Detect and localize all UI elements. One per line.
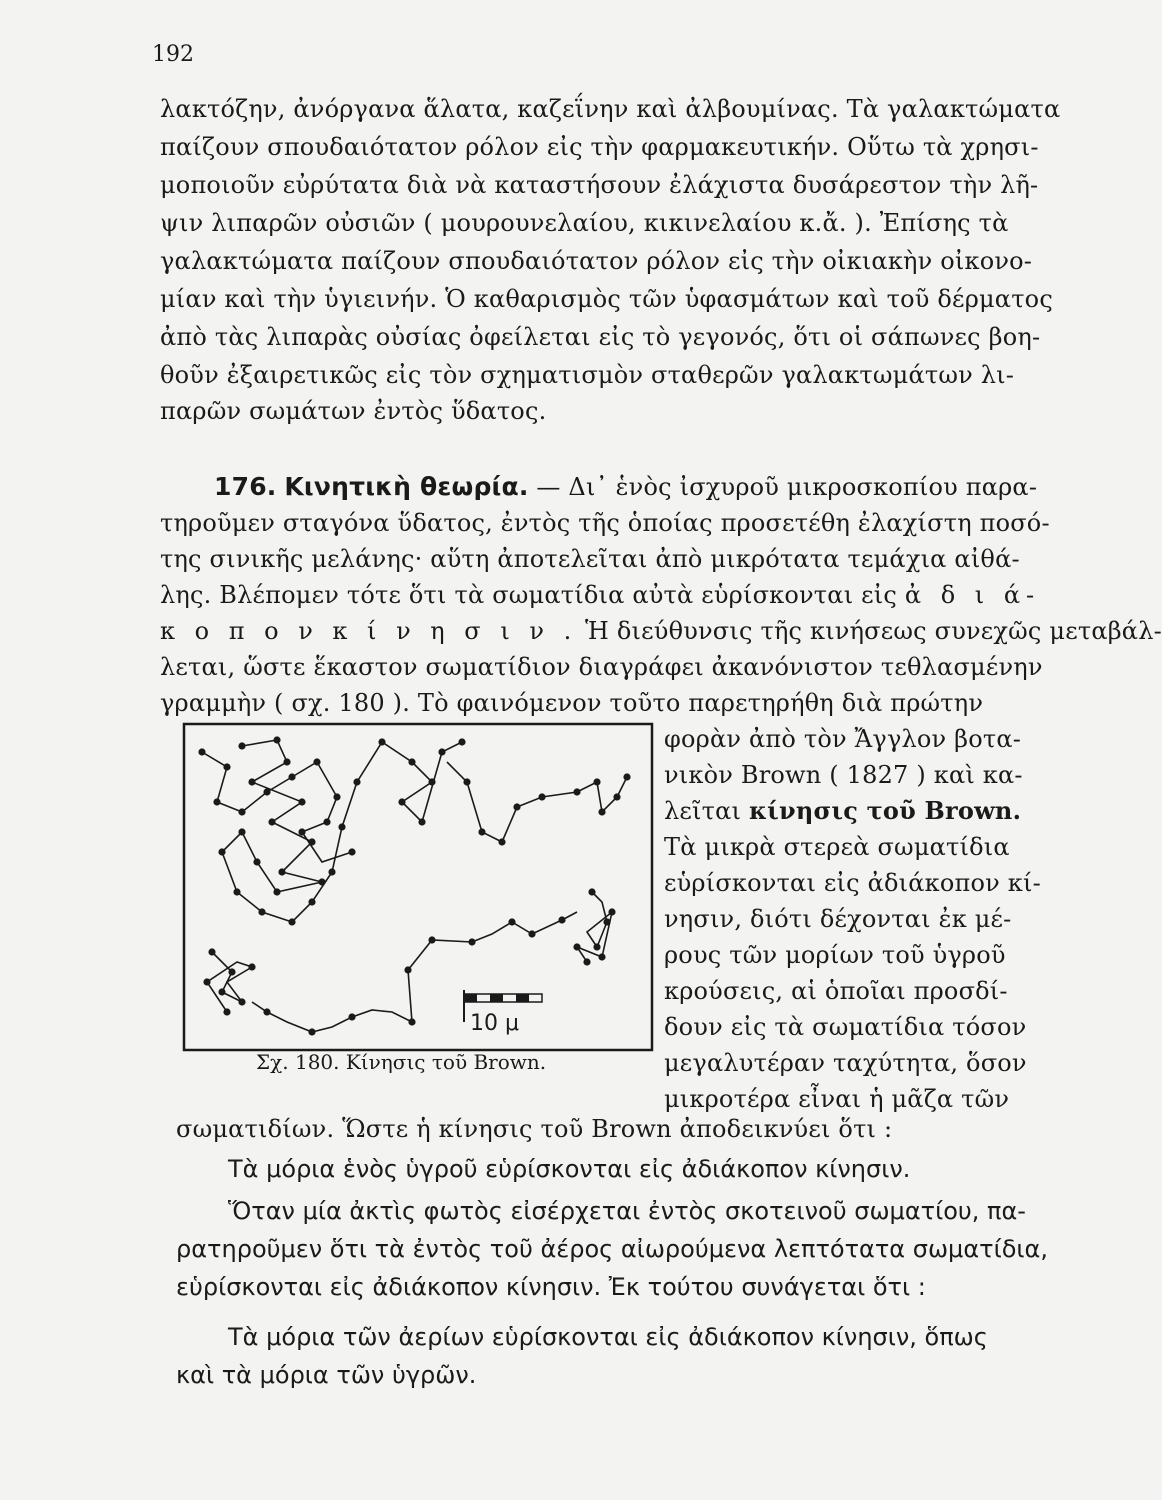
particle-point bbox=[258, 908, 265, 915]
text-line: ἀπὸ τὰς λιπαρὰς οὐσίας ὀφείλεται εἰς τὸ γεγονός, ὅτι οἱ σάπωνες βοη- bbox=[160, 323, 1041, 351]
text-line: νησιν, διότι δέχονται ἐκ μέ- bbox=[664, 905, 1012, 933]
particle-point bbox=[583, 958, 590, 965]
particle-point bbox=[298, 828, 305, 835]
particle-point bbox=[308, 898, 315, 905]
text-line: της σινικῆς μελάνης· αὕτη ἀποτελεῖται ἀπὸ μικρότατα τεμάχια αἰθά- bbox=[160, 545, 1020, 573]
particle-point bbox=[408, 758, 415, 765]
particle-point bbox=[323, 818, 330, 825]
particle-point bbox=[288, 918, 295, 925]
page-number: 192 bbox=[152, 42, 194, 67]
text-line: κρούσεις, αἱ ὁποῖαι προσδί- bbox=[664, 977, 1008, 1005]
section-number: 176. bbox=[214, 472, 277, 501]
bold-term: κίνησις τοῦ Brown. bbox=[748, 796, 1022, 825]
particle-point bbox=[348, 1013, 355, 1020]
particle-point bbox=[283, 758, 290, 765]
particle-point bbox=[248, 963, 255, 970]
text-run: λεῖται bbox=[664, 797, 749, 825]
particle-point bbox=[573, 788, 580, 795]
text-line bbox=[664, 796, 1021, 826]
particle-point bbox=[268, 818, 275, 825]
text-line: νικὸν Brown ( 1827 ) καὶ κα- bbox=[664, 761, 1023, 789]
particle-point bbox=[378, 738, 385, 745]
particle-point bbox=[238, 828, 245, 835]
particle-point bbox=[218, 988, 225, 995]
particle-point bbox=[278, 868, 285, 875]
particle-point bbox=[428, 778, 435, 785]
particle-point bbox=[203, 978, 210, 985]
particle-point bbox=[298, 798, 305, 805]
law-statement: Τὰ μόρια τῶν ἀερίων εὑρίσκονται εἰς ἀδιάκοπον κίνησιν, ὅπως bbox=[228, 1323, 988, 1351]
particle-point bbox=[404, 966, 411, 973]
particle-point bbox=[223, 763, 230, 770]
text-line: ρους τῶν μορίων τοῦ ὑγροῦ bbox=[664, 941, 1006, 969]
text-line: μικροτέρα εἶναι ἡ μᾶζα τῶν bbox=[664, 1085, 1010, 1113]
particle-point bbox=[498, 838, 505, 845]
text-line: παρῶν σωμάτων ἐντὸς ὕδατος. bbox=[160, 397, 547, 425]
particle-point bbox=[418, 818, 425, 825]
figure-frame bbox=[184, 724, 652, 1050]
particle-point bbox=[318, 878, 325, 885]
particle-point bbox=[513, 803, 520, 810]
text-line: τηροῦμεν σταγόνα ὕδατος, ἐντὸς τῆς ὁποίας προσετέθη ἐλαχίστη ποσό- bbox=[160, 509, 1050, 537]
text-run: Ἡ διεύθυνσις τῆς κινήσεως συνεχῶς μεταβάλ- bbox=[585, 617, 1162, 645]
particle-point bbox=[288, 773, 295, 780]
particle-point bbox=[593, 943, 600, 950]
section-title: Κινητικὴ θεωρία. bbox=[284, 472, 529, 501]
particle-point bbox=[573, 943, 580, 950]
particle-point bbox=[218, 848, 225, 855]
particle-point bbox=[273, 736, 280, 743]
particle-point bbox=[608, 908, 615, 915]
text-line: ψιν λιπαρῶν οὐσιῶν ( μουρουνελαίου, κικινελαίου κ.ἄ. ). Ἐπίσης τὰ bbox=[160, 209, 1009, 237]
text-line bbox=[160, 580, 1040, 610]
text-line: εὑρίσκονται εἰς ἀδιάκοπον κί- bbox=[664, 869, 1041, 897]
particle-point bbox=[238, 808, 245, 815]
particle-point bbox=[598, 953, 605, 960]
text-line: ρατηροῦμεν ὅτι τὰ ἐντὸς τοῦ ἀέρος αἰωρούμενα λεπτότατα σωματίδια, bbox=[176, 1235, 1048, 1263]
particle-point bbox=[233, 888, 240, 895]
particle-point bbox=[198, 748, 205, 755]
particle-point bbox=[623, 773, 630, 780]
particle-point bbox=[468, 938, 475, 945]
figure-caption: Σχ. 180. Κίνησις τοῦ Brown. bbox=[256, 1050, 547, 1074]
particle-point bbox=[428, 936, 435, 943]
particle-point bbox=[238, 742, 245, 749]
text-line-rest: — Δι᾽ ἑνὸς ἰσχυροῦ μικροσκοπίου παρα- bbox=[536, 473, 1038, 501]
text-line: Τὰ μικρὰ στερεὰ σωματίδια bbox=[664, 833, 1010, 861]
text-line: γραμμὴν ( σχ. 180 ). Τὸ φαινόμενον τοῦτο παρετηρήθη διὰ πρώτην bbox=[160, 689, 984, 717]
text-line: παίζουν σπουδαιότατον ρόλον εἰς τὴν φαρμακευτικήν. Οὕτω τὰ χρησι- bbox=[160, 133, 1039, 161]
particle-point bbox=[263, 788, 270, 795]
particle-point bbox=[313, 758, 320, 765]
text-line: λακτόζην, ἀνόργανα ἅλατα, καζεΐνην καὶ ἀλβουμίνας. Τὰ γαλακτώματα bbox=[160, 95, 1061, 123]
particle-point bbox=[308, 838, 315, 845]
particle-point bbox=[338, 823, 345, 830]
text-line bbox=[160, 616, 1162, 646]
particle-point bbox=[458, 738, 465, 745]
particle-point bbox=[463, 778, 470, 785]
text-line: θοῦν ἐξαιρετικῶς εἰς τὸν σχηματισμὸν σταθερῶν γαλακτωμάτων λι- bbox=[160, 361, 1015, 389]
particle-path-1 bbox=[222, 740, 462, 922]
particle-point bbox=[398, 798, 405, 805]
text-line: εὑρίσκονται εἰς ἀδιάκοπον κίνησιν. Ἐκ τούτου συνάγεται ὅτι : bbox=[176, 1273, 926, 1301]
particle-point bbox=[613, 793, 620, 800]
particle-point bbox=[273, 888, 280, 895]
particle-point bbox=[508, 918, 515, 925]
particle-point bbox=[328, 868, 335, 875]
law-statement: Τὰ μόρια ἑνὸς ὑγροῦ εὑρίσκονται εἰς ἀδιάκοπον κίνησιν. bbox=[228, 1155, 911, 1183]
text-line: σωματιδίων. Ὥστε ἡ κίνησις τοῦ Brown ἀποδεικνύει ὅτι : bbox=[176, 1115, 893, 1143]
particle-point bbox=[593, 778, 600, 785]
text-line: φορὰν ἀπὸ τὸν Ἄγγλον βοτα- bbox=[664, 725, 1022, 753]
text-line: μεγαλυτέραν ταχύτητα, ὅσον bbox=[664, 1049, 1027, 1077]
text-line: Ὅταν μία ἀκτὶς φωτὸς εἰσέρχεται ἐντὸς σκοτεινοῦ σωματίου, πα- bbox=[228, 1197, 1026, 1225]
particle-point bbox=[353, 778, 360, 785]
particle-point bbox=[408, 1018, 415, 1025]
spaced-emphasis: κ ο π ο ν κ ί ν η σ ι ν . bbox=[160, 617, 578, 645]
particle-path-6 bbox=[252, 912, 577, 1032]
particle-point bbox=[238, 998, 245, 1005]
particle-point bbox=[263, 1008, 270, 1015]
particle-point bbox=[438, 748, 445, 755]
particle-point bbox=[478, 828, 485, 835]
particle-point bbox=[558, 916, 565, 923]
spaced-emphasis: ἀ δ ι ά- bbox=[904, 581, 1041, 609]
text-line: μοποιοῦν εὐρύτατα διὰ νὰ καταστήσουν ἐλάχιστα δυσάρεστον τὴν λῆ- bbox=[160, 171, 1039, 199]
particle-point bbox=[253, 858, 260, 865]
text-line: γαλακτώματα παίζουν σπουδαιότατον ρόλον εἰς τὴν οἰκιακὴν οἰκονο- bbox=[160, 247, 1033, 275]
particle-point bbox=[213, 798, 220, 805]
particle-point bbox=[603, 918, 610, 925]
particle-point bbox=[598, 808, 605, 815]
particle-path-3 bbox=[447, 762, 627, 842]
section-heading bbox=[214, 472, 1037, 502]
particle-point bbox=[228, 968, 235, 975]
text-run: λης. Βλέπομεν τότε ὅτι τὰ σωματίδια αὐτὰ εὑρίσκονται εἰς bbox=[160, 581, 898, 609]
particle-point bbox=[223, 1008, 230, 1015]
particle-point bbox=[333, 793, 340, 800]
particle-point bbox=[348, 848, 355, 855]
scale-label: 10 μ bbox=[470, 1011, 519, 1036]
particle-point bbox=[538, 793, 545, 800]
law-statement: καὶ τὰ μόρια τῶν ὑγρῶν. bbox=[176, 1361, 477, 1389]
particle-point bbox=[528, 930, 535, 937]
text-line: λεται, ὥστε ἕκαστον σωματίδιον διαγράφει ἀκανόνιστον τεθλασμένην bbox=[160, 653, 1043, 681]
text-line: δουν εἰς τὰ σωματίδια τόσον bbox=[664, 1013, 1027, 1041]
particle-point bbox=[248, 778, 255, 785]
text-line: μίαν καὶ τὴν ὑγιεινήν. Ὁ καθαρισμὸς τῶν ὑφασμάτων καὶ τοῦ δέρματος bbox=[160, 285, 1053, 313]
particle-point bbox=[208, 948, 215, 955]
particle-point bbox=[588, 888, 595, 895]
particle-path-4 bbox=[577, 892, 612, 962]
particle-point bbox=[308, 1028, 315, 1035]
brownian-motion-figure bbox=[182, 722, 654, 1052]
